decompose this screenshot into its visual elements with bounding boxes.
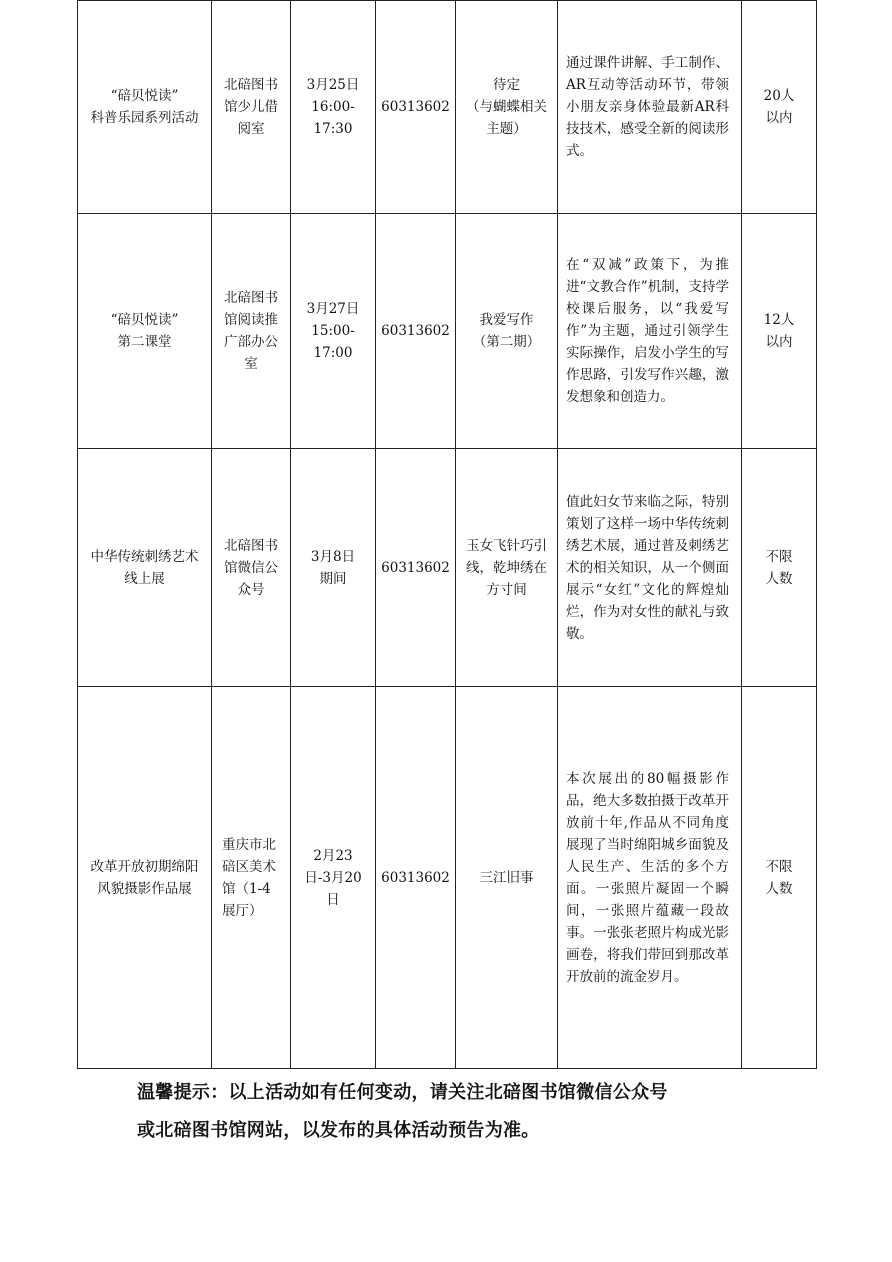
table-row [78, 214, 817, 449]
activity-name-cell: 中华传统刺绣艺术线上展 [78, 449, 212, 687]
topic-cell: 待定 （与蝴蝶相关主题） [456, 1, 558, 214]
venue-cell: 北碚图书馆少儿借阅室 [212, 1, 291, 214]
topic-cell: 我爱写作 （第二期） [456, 214, 558, 449]
description-cell: 本次展出的80幅摄影作品，绝大多数拍摄于改革开放前十年,作品从不同角度展现了当时绵阳城乡面貌及人民生产、生活的多个方面。一张照片凝固一个瞬间，一张照片蕴藏一段故事。一张张老照片构成光影画卷，将我们带回到那改革开放前的流金岁月。 [558, 687, 742, 1069]
description-cell: 在“双减”政策下，为推进“文教合作”机制，支持学校课后服务，以“我爱写作”为主题，通过引领学生实际操作，启发小学生的写作思路，引发写作兴趣，激发想象和创造力。 [558, 214, 742, 449]
activity-name-cell: “碚贝悦读” 第二课堂 [78, 214, 212, 449]
quota-cell: 不限 人数 [742, 449, 817, 687]
description-cell: 通过课件讲解、手工制作、AR互动等活动环节，带领小朋友亲身体验最新AR科技技术，感受全新的阅读形式。 [558, 1, 742, 214]
quota-cell: 不限 人数 [742, 687, 817, 1069]
table-row [78, 1, 817, 214]
phone-cell: 60313602 [376, 1, 456, 214]
topic-cell: 三江旧事 [456, 687, 558, 1069]
description-cell: 值此妇女节来临之际，特别策划了这样一场中华传统刺绣艺术展，通过普及刺绣艺术的相关知识，从一个侧面展示“女红”文化的辉煌灿烂，作为对女性的献礼与致敬。 [558, 449, 742, 687]
notice-line-1: 温馨提示：以上活动如有任何变动，请关注北碚图书馆微信公众号 [137, 1082, 668, 1103]
warm-notice [137, 1074, 777, 1150]
notice-line-2: 或北碚图书馆网站，以发布的具体活动预告为准。 [137, 1120, 540, 1141]
topic-cell: 玉女飞针巧引线，乾坤绣在方寸间 [456, 449, 558, 687]
time-cell: 2月23日-3月20日 [291, 687, 376, 1069]
quota-cell: 20人 以内 [742, 1, 817, 214]
time-cell: 3月25日 16:00- 17:30 [291, 1, 376, 214]
table-row [78, 687, 817, 1069]
phone-cell: 60313602 [376, 687, 456, 1069]
venue-cell: 重庆市北碚区美术馆（1-4展厅） [212, 687, 291, 1069]
activity-name-cell: “碚贝悦读” 科普乐园系列活动 [78, 1, 212, 214]
venue-cell: 北碚图书馆阅读推广部办公室 [212, 214, 291, 449]
time-cell: 3月27日 15:00- 17:00 [291, 214, 376, 449]
venue-cell: 北碚图书馆微信公众号 [212, 449, 291, 687]
activity-schedule-table [77, 0, 817, 1069]
phone-cell: 60313602 [376, 214, 456, 449]
activity-name-cell: 改革开放初期绵阳风貌摄影作品展 [78, 687, 212, 1069]
table-row [78, 449, 817, 687]
phone-cell: 60313602 [376, 449, 456, 687]
quota-cell: 12人 以内 [742, 214, 817, 449]
time-cell: 3月8日 期间 [291, 449, 376, 687]
